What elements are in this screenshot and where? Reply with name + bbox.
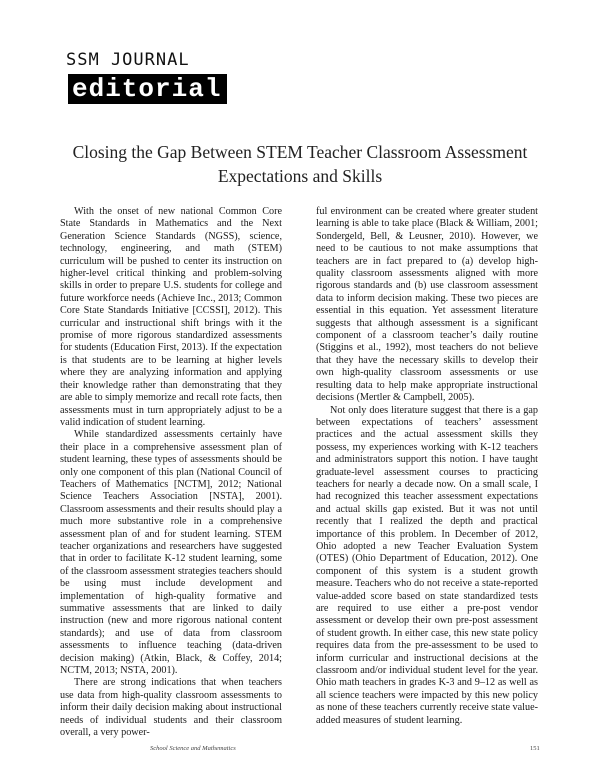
article-title bbox=[60, 140, 540, 188]
text-column-left bbox=[60, 206, 282, 739]
footer-journal: School Science and Mathematics bbox=[150, 745, 236, 752]
article-title-line-1: Closing the Gap Between STEM Teacher Classroom Assessment bbox=[72, 142, 528, 162]
section-label: editorial bbox=[68, 74, 227, 104]
paragraph: Not only does literature suggest that there is a gap between expectations of teachers’ assessment practices and the actual assessment skills they possess, my experiences working with K-12 teachers and administrators support this notion. I have taught graduate-level assessment courses to practicing teachers for nearly a decade now. On a small scale, I had recognized this teacher assessment expectations and actual skills gap existed. But it was not until recently that I realized the depth and practical importance of this problem. In December of 2012, Ohio adopted a new Teacher Evaluation System (OTES) (Ohio Department of Education, 2012). One component of this system is a student growth measure. Teachers who do not receive a state-reported value-added score based on state standardized tests are required to use either a pre-post vendor assessment or develop their own pre-post assessment of student growth. In either case, this new state policy requires data from the pre-assessment to be used to inform curricular and instructional decisions at the classroom and/or individual student level for the year. Ohio math teachers in grades K-3 and 9–12 as well as all science teachers were impacted by this new policy as none of these teachers currently receive state value-added measures of student learning. bbox=[316, 404, 538, 726]
page-number: 151 bbox=[530, 745, 540, 752]
paragraph: While standardized assessments certainly have their place in a comprehensive assessment plan of student learning, these types of assessments should be only one component of this plan (National Council of Teachers of Mathematics [NCTM], 2012; National Science Teachers Association [NSTA], 2001). Classroom assessments and their results should play a much more substantive role in a comprehensive assessment plan of and for student learning. STEM teacher organizations and researchers have suggested that in order to facilitate K-12 student learning, some of the classroom assessment strategies teachers should be using must include development and implementation of high-quality formative and summative assessments that are linked to daily instruction (new and more rigorous national content standards); and use of data from classroom assessments to influence teaching (data-driven decision making) (Atkin, Black, & Coffey, 2014; NCTM, 2013; NSTA, 2001). bbox=[60, 429, 282, 677]
article-title-line-2: Expectations and Skills bbox=[217, 166, 383, 186]
paragraph: With the onset of new national Common Core State Standards in Mathematics and the Next Generation Science Standards (NGSS), science, technology, engineering, and math (STEM) curriculum will be pushed to center its instruction on higher-level critical thinking and problem-solving skills in order to prepare U.S. students for college and future workforce needs (Achieve Inc., 2013; Common Core State Standards Initiative [CCSSI], 2012). This curricular and instructional shift brings with it the promise of more rigorous standardized assessments for students (Education First, 2013). If the expectation is that students are to be learning at higher levels where they are analyzing information and applying their knowledge rather than demonstrating that they are able to simply memorize and recall rote facts, then assessments must in turn appropriately adjust to be a valid indication of student learning. bbox=[60, 206, 282, 428]
paragraph: ful environment can be created where greater student learning is able to take place (Black & William, 2001; Sondergeld, Bell, & Leusner, 2010). However, we need to be cautious to not make assumptions that teachers are in fact prepared to (a) develop high-quality classroom assessments aligned with more rigorous standards and (b) use classroom assessment data to inform decision making. These two pieces are essential in this equation. Yet assessment literature suggests that although assessment is a significant component of a classroom teacher’s daily routine (Stiggins et al., 1992), most teachers do not believe that they have the necessary skills to develop their own high-quality classroom assessments or use resulting data to help make appropriate instructional decisions (Mertler & Campbell, 2005). bbox=[316, 206, 538, 404]
journal-name: SSM JOURNAL bbox=[66, 50, 190, 70]
paragraph: There are strong indications that when teachers use data from high-quality classroom assessments to inform their daily decision making about instructional needs of individual students and their classroom overall, a very power- bbox=[60, 677, 282, 739]
text-column-right bbox=[316, 206, 538, 727]
